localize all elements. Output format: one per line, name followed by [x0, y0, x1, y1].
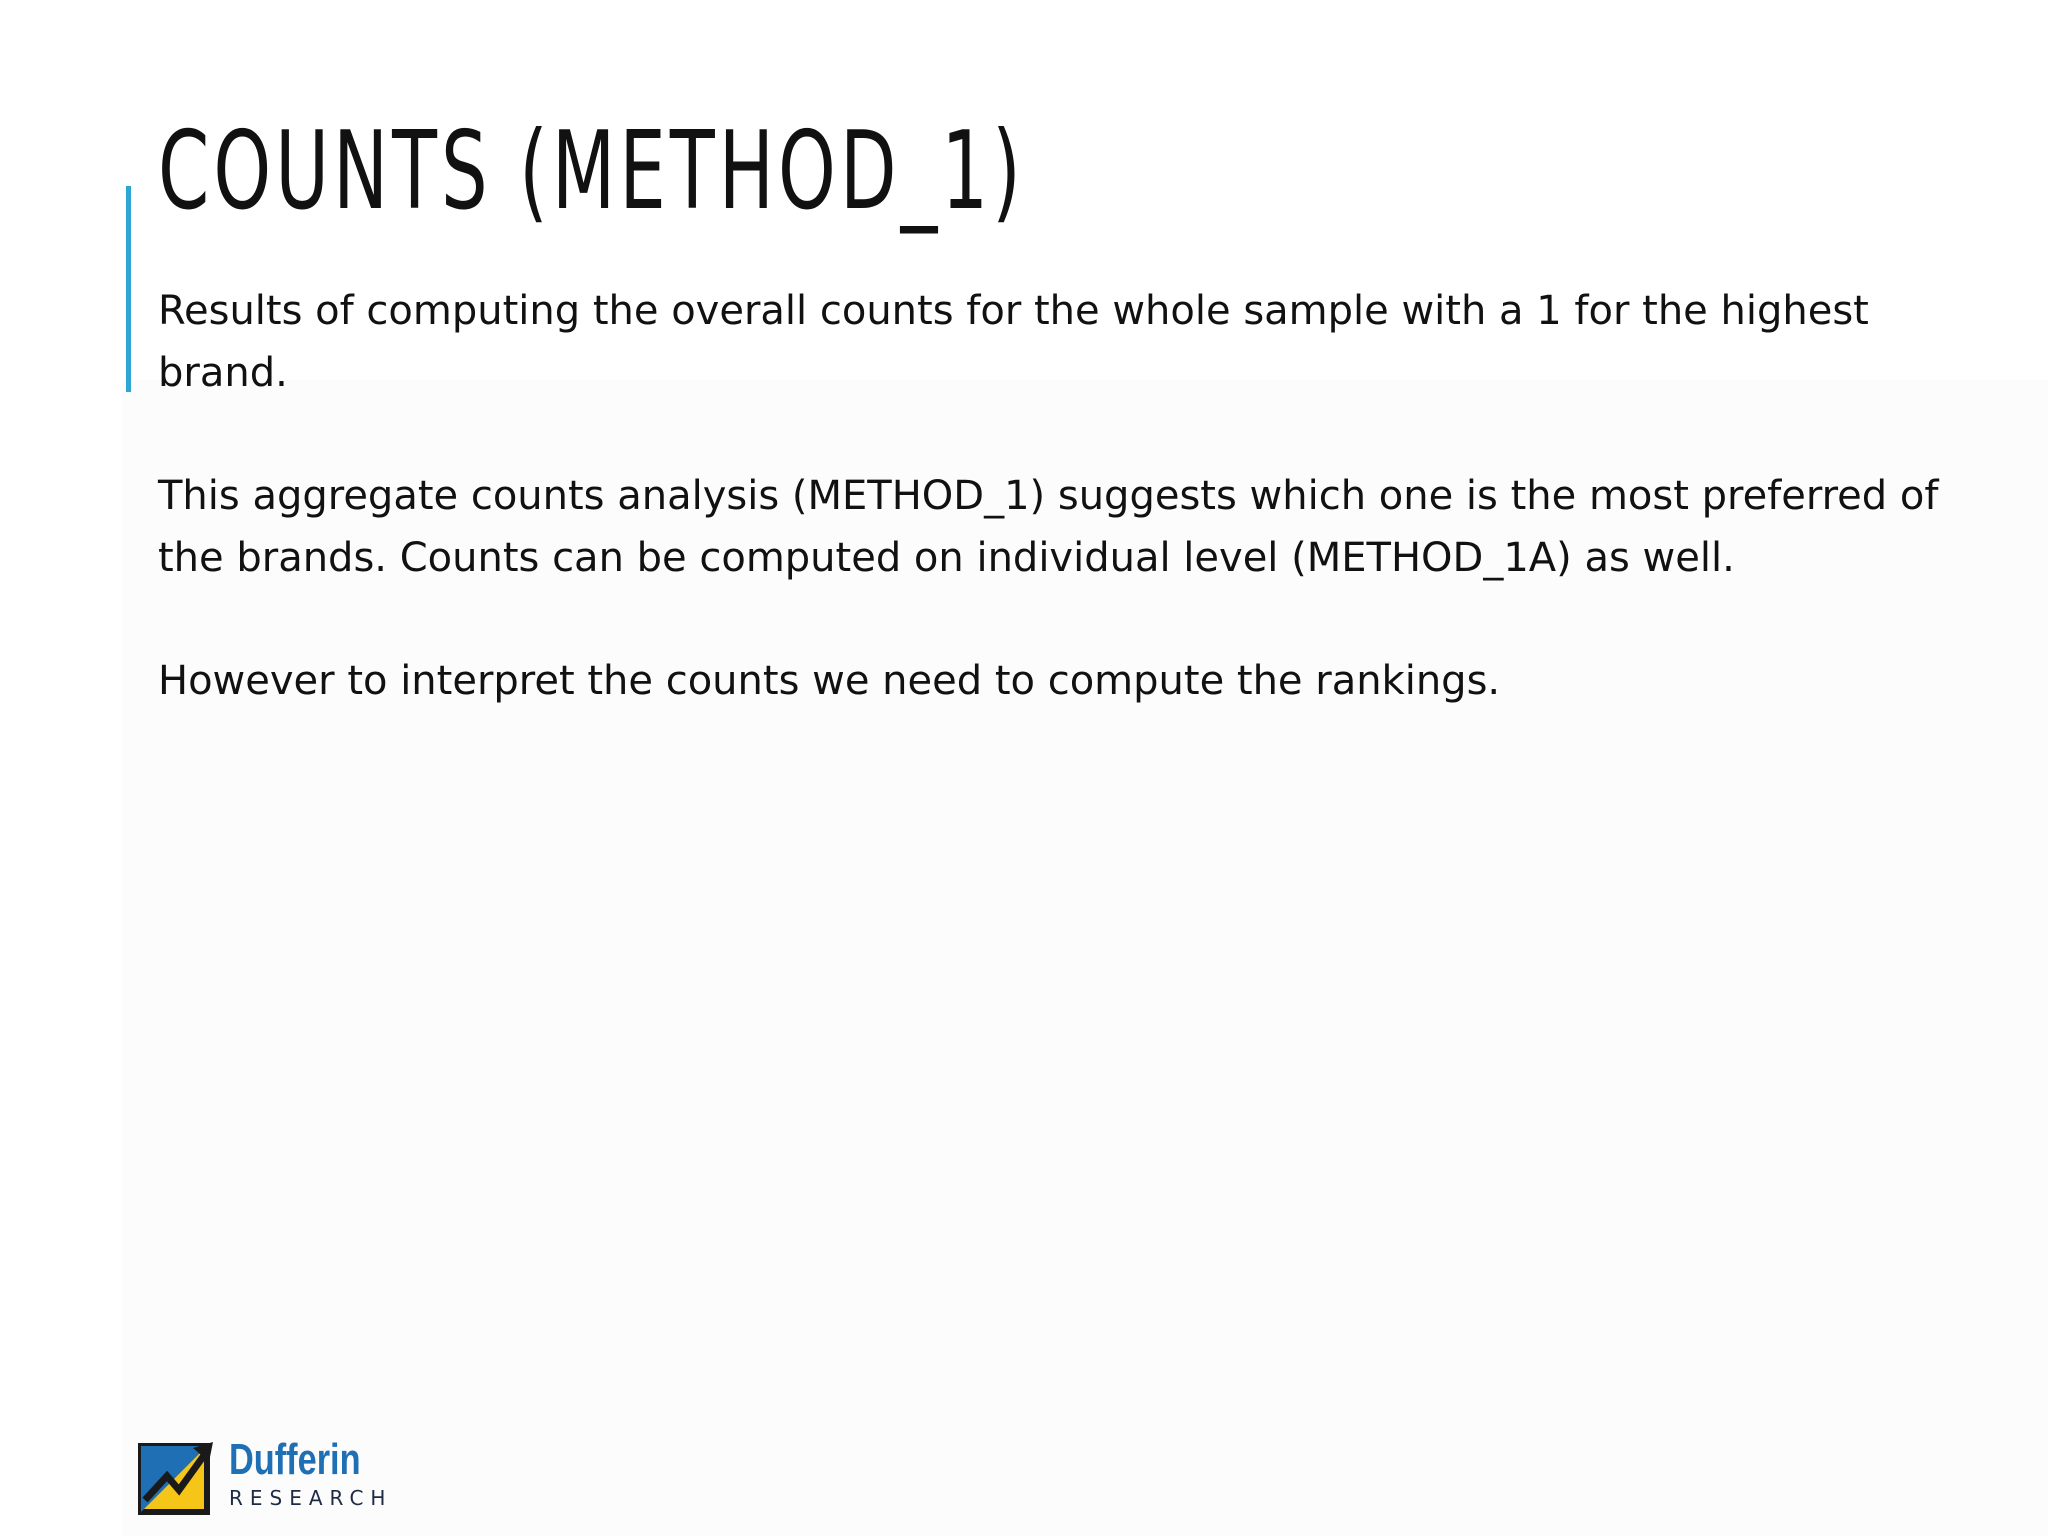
- logo-name: Dufferin: [229, 1435, 361, 1484]
- title-accent-bar: [126, 186, 131, 392]
- dufferin-logo: [137, 1435, 393, 1518]
- slide-title: COUNTS (METHOD_1): [158, 109, 1025, 234]
- logo-subtitle: RESEARCH: [229, 1486, 393, 1510]
- paragraph-results: Results of computing the overall counts for the whole sample with a 1 for the highest brand.: [158, 288, 1869, 396]
- paragraph-rankings: However to interpret the counts we need to compute the rankings.: [158, 658, 1501, 704]
- slide-body: [158, 280, 1998, 773]
- logo-mark-icon: [137, 1438, 217, 1518]
- paragraph-method: This aggregate counts analysis (METHOD_1) suggests which one is the most preferred of the brands. Counts can be computed on individual level (METHOD_1A) as well.: [158, 473, 1939, 581]
